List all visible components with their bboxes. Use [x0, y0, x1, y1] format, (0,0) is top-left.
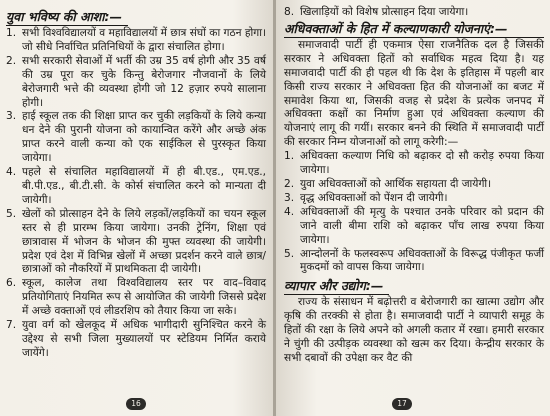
youth-list: [6, 27, 266, 361]
list-item: 5. खेलों को प्रोत्साहन देने के लिये लड़कों/लड़कियों का चयन स्कूल स्तर से ही प्रारम्भ किया जायेगा। उनकी ट्रेनिंग, शिक्षा एवं छात्रावास में भोजन के भोजन की मुफ्त व्यवस्था की जायेगी। प्रदेश एवं देश में विभिन्न खेलों में अच्छा प्रदर्शन करने वाले छात्र/छात्राओं को नौकरियों में प्राथमिकता दी जायेगी।: [6, 207, 266, 276]
list-item: 8. खिलाड़ियों को विशेष प्रोत्साहन दिया जायेगा।: [284, 6, 469, 18]
continued-list: [284, 6, 544, 20]
page-number: 17: [392, 398, 412, 410]
left-page: [0, 0, 274, 416]
list-item: 2. युवा अधिवक्ताओं को आर्थिक सहायता दी जायेगी।: [284, 177, 492, 190]
list-item: 6. स्कूल, कालेज तथा विश्वविद्यालय स्तर पर वाद–विवाद प्रतियोगिताएं नियमित रूप से आयोजित की जायेगी जिससे प्रदेश में अच्छे वक्ताओं एवं लीडरशिप को तैयार किया जा सके।: [6, 277, 266, 318]
list-item: 5. आन्दोलनों के फलस्वरूप अधिवक्ताओं के विरूद्ध पंजीकृत फर्जी मुकदमों को वापस किया जायेगा।: [284, 247, 544, 274]
advocates-list: [284, 150, 544, 275]
advocates-intro: समाजवादी पार्टी ही एकमात्र ऐसा राजनैतिक दल है जिसकी सरकार ने अधिवक्ता हितों को सर्वाधिक महत्व दिया है। यह समाजवादी पार्टी की ही पहल थी कि देश के इतिहास में पहली बार किसी राज्य सरकार ने अधिवक्ता हित की योजनाओं का बजट में समावेश किया था, जिसकी वजह से प्रदेश के प्रत्येक जनपद में अधिवक्ता कक्षों का निर्माण हुआ एवं अधिवक्ता कल्याण की योजनाएं लागू की गयीं। सरकार बनने की स्थिति में समाजवादी पार्टी की सरकार निम्न योजनाओं को लागू करेगी:—: [284, 38, 544, 149]
section-heading-youth: युवा भविष्य की आशा:—: [6, 8, 128, 26]
list-item: 3. हाई स्कूल तक की शिक्षा प्राप्त कर चुकी लड़कियों के लिये कन्या धन देने की पुरानी योजना को कायान्वित करेंगे और अच्छे अंक प्राप्त करने वाली कन्या को एक साईकिल से पुरस्कृत किया जायेगा।: [6, 110, 266, 165]
section-heading-trade: व्यापार और उद्योग:—: [284, 277, 389, 295]
list-item: 2. सभी सरकारी सेवाओं में भर्ती की उम्र 35 वर्ष होगी और 35 वर्ष की उम्र पूरा कर चुके किन्तु बेरोजगार नौजवानों के लिये बेरोजगारी भत्ते की व्यवस्था होगी जो 12 हज़ार रुपये सालाना होगी।: [6, 54, 266, 109]
list-item: 3. वृद्ध अधिवक्ताओं को पेंशन दी जायेगी।: [284, 191, 448, 204]
list-item: 1. अधिवक्ता कल्याण निधि को बढ़ाकर दो सौ करोड़ रुपया किया जायेगा।: [284, 150, 544, 177]
list-item: 1. सभी विश्वविद्यालयों व महाविद्यालयों में छात्र संघों का गठन होगा। जो सीधे निर्वाचित प्रतिनिधियों के द्वारा संचालित होगा।: [6, 27, 267, 53]
section-heading-advocates: अधिवक्ताओं के हित में कल्याणकारी योजनाएं:—: [284, 20, 544, 38]
list-item: 7. युवा वर्ग को खेलकूद में अधिक भागीदारी सुनिश्चित करने के उद्देश्य से सभी जिला मुख्यालयों पर स्टेडियम निर्मित कराये जायेंगे।: [6, 319, 266, 359]
list-item: 4. अधिवक्ताओं की मृत्यु के पश्चात उनके परिवार को प्रदान की जाने वाली बीमा राशि को बढ़ाकर पाँच लाख रुपया किया जायेगा।: [284, 205, 544, 246]
right-page: [276, 0, 550, 416]
list-item: 4. पहले से संचालित महाविद्यालयों में ही बी.एड., एम.एड., बी.पी.एड., बी.टी.सी. के कोर्स संचालित करने को मान्यता दी जायेगी।: [6, 166, 266, 206]
page-number: 16: [126, 398, 146, 410]
trade-paragraph: राज्य के संसाधन में बढ़ोत्तरी व बेरोजगारी का खात्मा उद्योग और कृषि की तरक्की से होता है। समाजवादी पार्टी ने व्यापारी समूह के हितों की रक्षा के लिये अपने को अगली कतार में रखा। हमारी सरकार ने चुंगी की उत्पीड़क व्यवस्था को खत्म कर दिया। केन्द्रीय सरकार के सभी दबावों की उपेक्षा कर वैट की: [284, 296, 544, 364]
